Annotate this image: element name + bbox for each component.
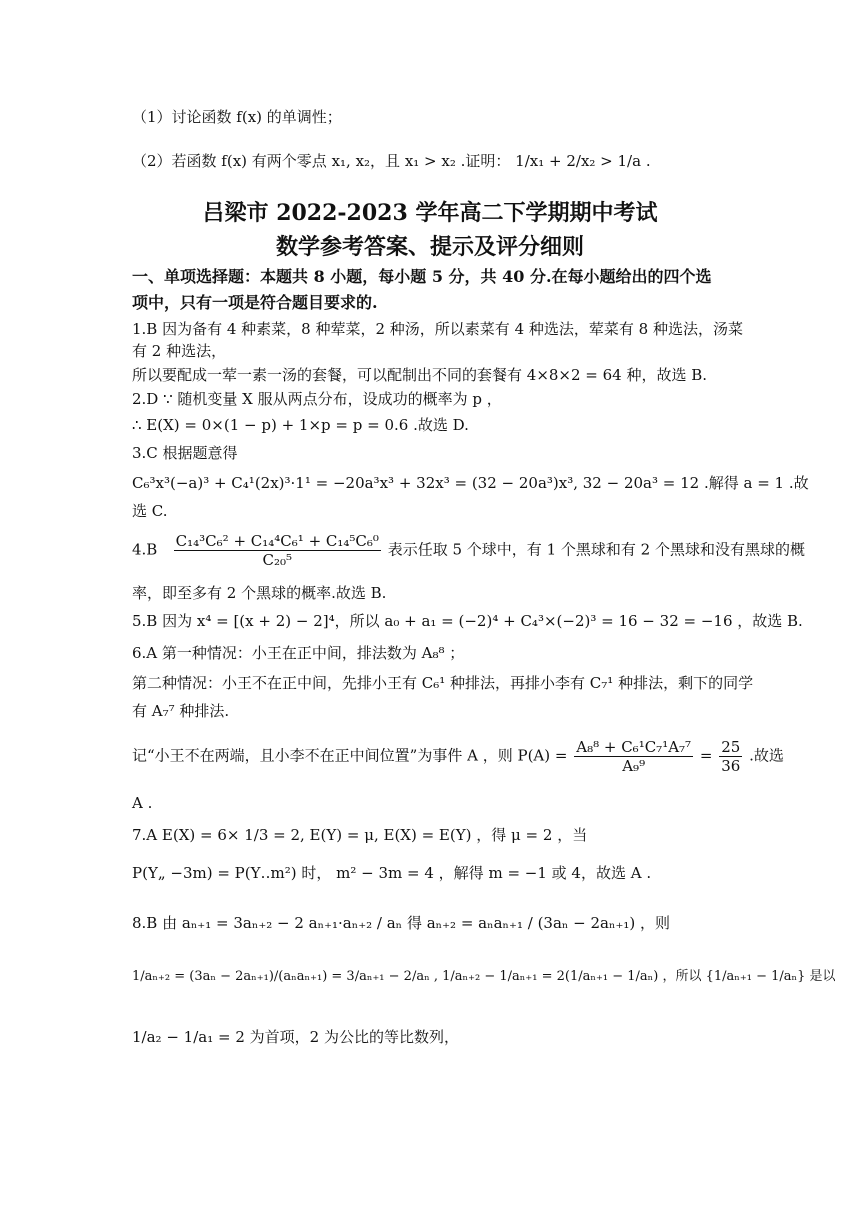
answer-6-result-denominator: 36 [721, 757, 741, 775]
answer-8-derivation: 1/aₙ₊₂ = (3aₙ − 2aₙ₊₁)/(aₙaₙ₊₁) = 3/aₙ₊₁ − 2/aₙ , 1/aₙ₊₂ − 1/aₙ₊₁ = 2(1/aₙ₊₁ − 1/aₙ) ，所以 {1/aₙ₊₁ − 1/aₙ} 是以 [132, 969, 836, 984]
answer-5: 5.B 因为 x⁴ = [(x + 2) − 2]⁴，所以 a₀ + a₁ = (−2)⁴ + C₄³×(−2)³ = 16 − 32 = −16 ，故选 B. [132, 612, 803, 630]
answer-4-cont: 率，即至多有 2 个黑球的概率.故选 B. [132, 584, 387, 602]
answer-6-result-numerator: 25 [721, 738, 741, 756]
answer-6-equals: = [699, 746, 713, 765]
answer-6-cont: 有 A₇⁷ 种排法. [132, 702, 230, 720]
answer-6-prob-text: 记“小王不在两端，且小李不在正中间位置”为事件 A ，则 P(A) = [132, 746, 568, 765]
answer-6-fraction [574, 738, 693, 775]
answer-6-numerator: A₈⁸ + C₆¹C₇¹A₇⁷ [576, 738, 692, 756]
question-part-1: （1）讨论函数 f(x) 的单调性； [132, 108, 342, 126]
answer-6-case-2: 第二种情况：小王不在正中间，先排小王有 C₆¹ 种排法，再排小李有 C₇¹ 种排法，剩下的同学 [132, 674, 754, 692]
answer-6-denominator: A₉⁹ [622, 757, 646, 775]
answer-1: 1.B 因为备有 4 种素菜，8 种荤菜，2 种汤，所以素菜有 4 种选法，荤菜有 8 种选法，汤菜 [132, 320, 743, 338]
answer-4-numerator: C₁₄³C₆² + C₁₄⁴C₆¹ + C₁₄⁵C₆⁰ [175, 532, 379, 550]
section-heading-cont: 项中，只有一项是符合题目要求的. [132, 293, 378, 312]
answer-6-tail: .故选 [749, 746, 784, 765]
answer-2: 2.D ∵ 随机变量 X 服从两点分布，设成功的概率为 p ， [132, 390, 502, 408]
answer-6-probability [132, 738, 784, 786]
answer-1-conclusion: 所以要配成一荤一素一汤的套餐，可以配制出不同的套餐有 4×8×2 = 64 种，故选 B. [132, 366, 708, 384]
answer-4-label: 4.B [132, 540, 167, 559]
section-heading: 一、单项选择题：本题共 8 小题，每小题 5 分，共 40 分.在每小题给出的四个选 [132, 267, 712, 286]
answer-6-result-fraction [719, 738, 742, 775]
answer-4-text: 表示任取 5 个球中，有 1 个黑球和有 2 个黑球和没有黑球的概 [387, 540, 805, 559]
answer-3-formula: C₆³x³(−a)³ + C₄¹(2x)³·1¹ = −20a³x³ + 32x³ = (32 − 20a³)x³, 32 − 20a³ = 12 .解得 a = 1 .故 [132, 474, 809, 492]
answer-4-fraction [174, 532, 381, 569]
answer-6-conclusion: A . [132, 794, 153, 812]
answer-7: 7.A E(X) = 6× 1/3 = 2, E(Y) = μ, E(X) = E(Y) ，得 μ = 2 ，当 [132, 826, 588, 844]
document-subtitle: 数学参考答案、提示及评分细则 [275, 234, 584, 260]
answer-8-conclusion: 1/a₂ − 1/a₁ = 2 为首项，2 为公比的等比数列， [132, 1028, 459, 1046]
document-title: 吕梁市 2022-2023 学年高二下学期期中考试 [202, 200, 658, 226]
question-part-2: （2）若函数 f(x) 有两个零点 x₁, x₂，且 x₁ > x₂ .证明： 1/x₁ + 2/x₂ > 1/a . [132, 152, 651, 170]
answer-4-denominator: C₂₀⁵ [262, 551, 293, 569]
answer-3: 3.C 根据题意得 [132, 444, 238, 462]
answer-3-cont: 选 C. [132, 502, 168, 520]
answer-6: 6.A 第一种情况：小王在正中间，排法数为 A₈⁸ ； [132, 644, 465, 662]
answer-1-cont: 有 2 种选法， [132, 342, 227, 360]
answer-4 [132, 532, 805, 580]
answer-2-formula: ∴ E(X) = 0×(1 − p) + 1×p = p = 0.6 .故选 D. [132, 416, 469, 434]
answer-8: 8.B 由 aₙ₊₁ = 3aₙ₊₂ − 2 aₙ₊₁·aₙ₊₂ / aₙ 得 aₙ₊₂ = aₙaₙ₊₁ / (3aₙ − 2aₙ₊₁) ，则 [132, 914, 671, 932]
answer-7-cont: P(Y„ −3m) = P(Y‥m²) 时， m² − 3m = 4 ，解得 m = −1 或 4，故选 A . [132, 864, 652, 882]
